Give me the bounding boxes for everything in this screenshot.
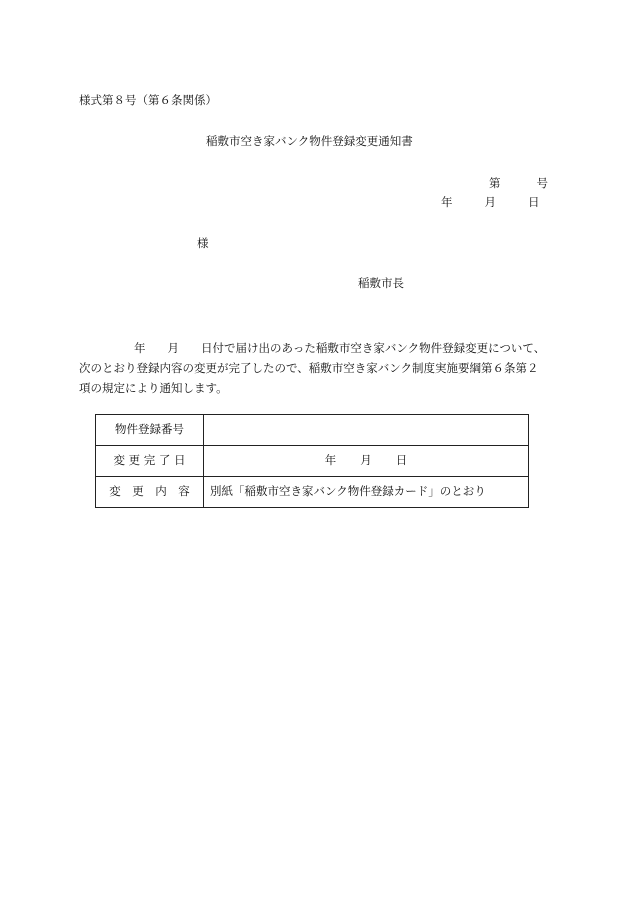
label-property-registration-number: 物件登録番号 <box>96 415 204 446</box>
table-row <box>96 477 529 508</box>
completion-year: 年 <box>324 453 337 468</box>
issue-date-month: 月 <box>484 195 496 209</box>
issue-number-dai: 第 <box>489 176 501 190</box>
body-line-1-rest: 日付で届け出のあった稲敷市空き家バンク物件登録変更について、 <box>201 341 546 355</box>
body-line-1 <box>79 338 559 358</box>
label-change-details: 変 更 内 容 <box>96 477 204 508</box>
value-change-details: 別紙「稲敷市空き家バンク物件登録カード」のとおり <box>204 477 529 508</box>
issue-date-day: 日 <box>528 195 540 209</box>
document-title: 稲敷市空き家バンク物件登録変更通知書 <box>206 134 413 148</box>
body-text <box>79 338 559 398</box>
body-line-1-year: 年 <box>134 341 146 355</box>
body-line-2: 次のとおり登録内容の変更が完了したので、稲敷市空き家バンク制度実施要綱第６条第２ <box>79 361 539 375</box>
issue-date <box>441 197 540 209</box>
value-property-registration-number <box>204 415 529 446</box>
completion-month: 月 <box>360 453 372 468</box>
value-change-completion-date <box>204 446 529 477</box>
recipient-honorific: 様 <box>197 236 209 250</box>
info-table <box>95 414 529 508</box>
label-change-completion-date: 変 更 完 了 日 <box>96 446 204 477</box>
completion-day: 日 <box>395 453 408 468</box>
body-line-3: 項の規定により通知します。 <box>79 381 228 395</box>
issue-date-year: 年 <box>441 195 453 209</box>
issue-number-go: 号 <box>536 176 548 190</box>
table-row <box>96 415 529 446</box>
table-row <box>96 446 529 477</box>
issue-number <box>489 178 548 190</box>
body-line-1-month: 月 <box>167 341 179 355</box>
form-number: 様式第８号（第６条関係） <box>79 93 217 107</box>
sender-name: 稲敷市長 <box>358 276 404 290</box>
